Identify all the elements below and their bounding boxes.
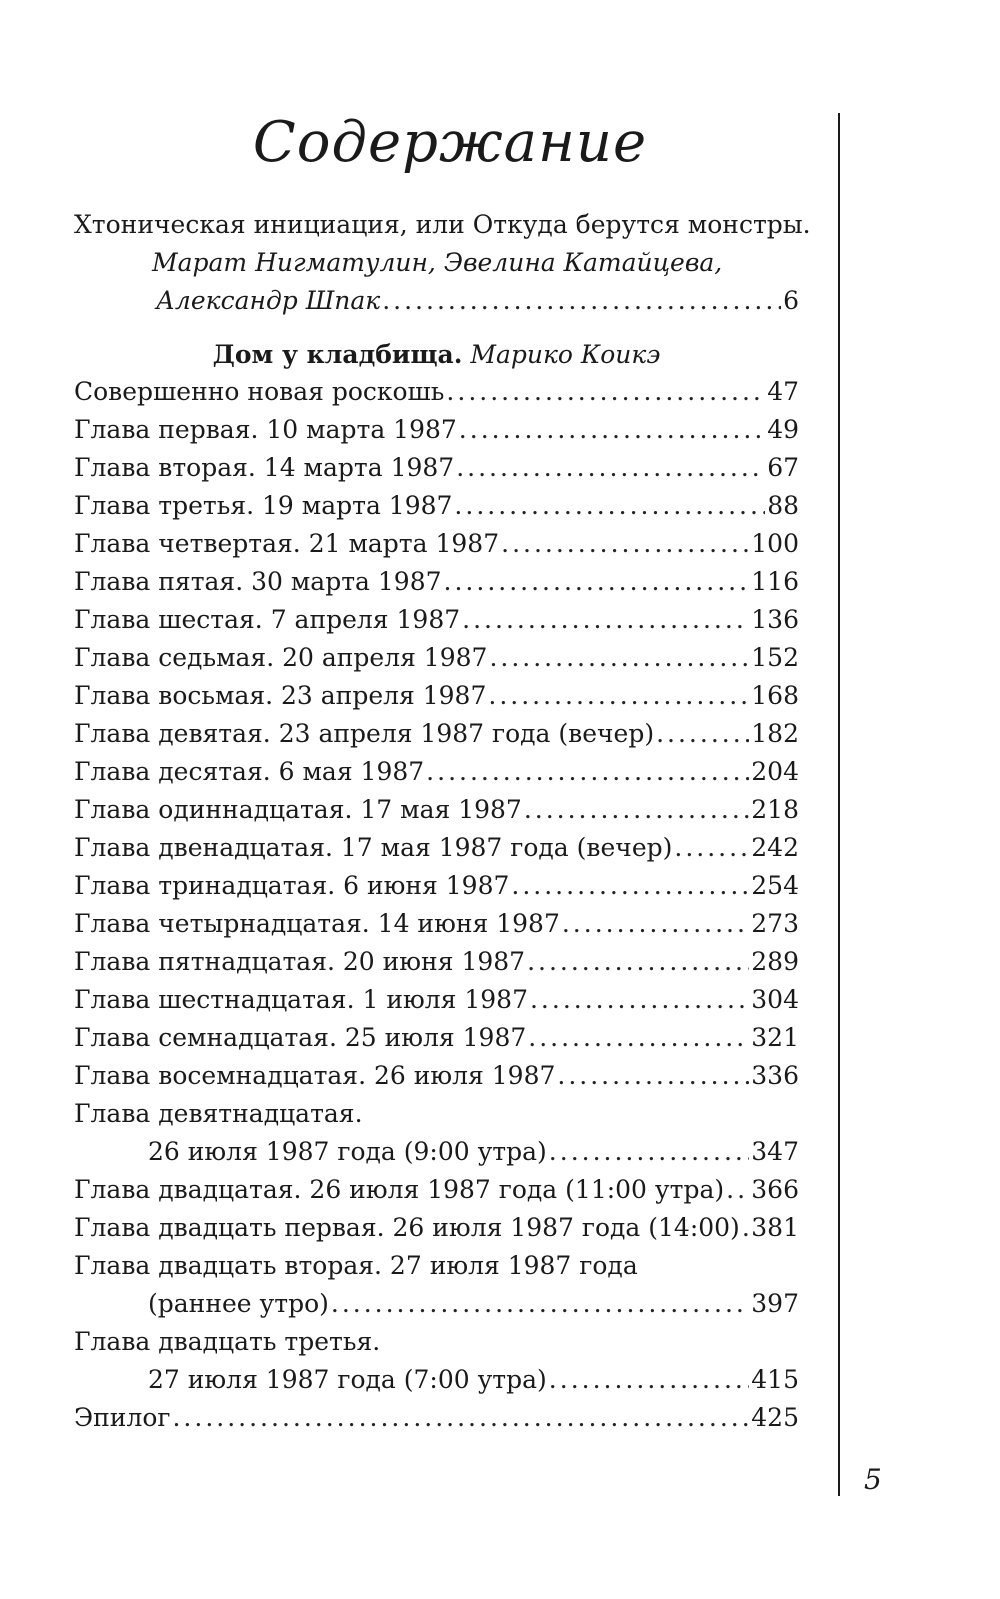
toc-page: 6 xyxy=(783,286,799,315)
leader-dots xyxy=(501,525,749,563)
toc-page: 381 xyxy=(751,1213,799,1242)
leader-dots xyxy=(382,282,781,320)
toc-page: 304 xyxy=(751,985,799,1014)
leader-dots xyxy=(444,563,750,601)
toc-entry-title: Глава четвертая. 21 марта 1987 xyxy=(74,529,500,558)
leader-dots xyxy=(557,1057,749,1095)
toc-entry-title: Глава третья. 19 марта 1987 xyxy=(74,491,453,520)
leader-dots xyxy=(511,867,749,905)
toc-page: 289 xyxy=(751,947,799,976)
section-heading xyxy=(74,336,799,374)
leader-dots xyxy=(562,905,749,943)
toc-entry xyxy=(74,1019,799,1057)
toc-entry-heading: Глава девятнадцатая. xyxy=(74,1099,363,1128)
toc-entry-title: Глава пятая. 30 марта 1987 xyxy=(74,567,442,596)
toc-entry-title: Глава шестнадцатая. 1 июля 1987 xyxy=(74,985,528,1014)
toc-page: 273 xyxy=(751,909,799,938)
leader-dots xyxy=(454,487,765,525)
toc-entry xyxy=(148,1133,799,1171)
toc-page: 67 xyxy=(767,453,799,482)
toc-entry-title: Глава одиннадцатая. 17 мая 1987 xyxy=(74,795,522,824)
toc-entry xyxy=(74,449,799,487)
toc-intro-title: Хтоническая инициация, или Откуда берутся монстры. xyxy=(74,210,811,239)
toc-entry-heading: Глава двадцать третья. xyxy=(74,1327,381,1356)
toc-entry-title: Глава шестая. 7 апреля 1987 xyxy=(74,605,461,634)
leader-dots xyxy=(674,829,749,867)
toc-entry-title: Эпилог xyxy=(74,1403,171,1432)
page-number: 5 xyxy=(864,1463,882,1496)
toc-page: 88 xyxy=(767,491,799,520)
section-author: Марико Коикэ xyxy=(470,340,661,369)
toc-entry xyxy=(74,1057,799,1095)
toc-entry-title: Совершенно новая роскошь xyxy=(74,377,445,406)
toc-entry xyxy=(74,1209,799,1247)
toc-intro-authors-2: Александр Шпак xyxy=(156,286,381,315)
leader-dots xyxy=(527,943,749,981)
toc-page: 100 xyxy=(751,529,799,558)
toc-entry-title: Глава вторая. 14 марта 1987 xyxy=(74,453,455,482)
page-title: Содержание xyxy=(252,110,648,175)
toc-page: 321 xyxy=(751,1023,799,1052)
toc-entry-title: Глава восьмая. 23 апреля 1987 xyxy=(74,681,487,710)
toc-page: 116 xyxy=(751,567,799,596)
toc-entry xyxy=(74,905,799,943)
leader-dots xyxy=(528,1019,749,1057)
leader-dots xyxy=(462,601,749,639)
toc-entry-title: (раннее утро) xyxy=(148,1289,329,1318)
leader-dots xyxy=(726,1171,749,1209)
leader-dots xyxy=(656,715,749,753)
toc-intro-authors: Марат Нигматулин, Эвелина Катайцева, xyxy=(152,248,723,277)
toc-entry xyxy=(74,601,799,639)
toc-entry xyxy=(74,867,799,905)
toc-entry-title: Глава восемнадцатая. 26 июля 1987 xyxy=(74,1061,556,1090)
toc-entry-title: Глава четырнадцатая. 14 июня 1987 xyxy=(74,909,560,938)
toc-entry xyxy=(74,1171,799,1209)
toc-entry xyxy=(74,487,799,525)
leader-dots xyxy=(488,677,749,715)
toc-entry xyxy=(74,411,799,449)
leader-dots xyxy=(549,1133,749,1171)
toc-page: 47 xyxy=(767,377,799,406)
section-title: Дом у кладбища. xyxy=(212,340,463,369)
toc-entry xyxy=(74,791,799,829)
toc-entry xyxy=(74,677,799,715)
toc-intro-entry xyxy=(156,282,799,320)
toc-page: 336 xyxy=(751,1061,799,1090)
leader-dots xyxy=(742,1209,749,1247)
toc-entry-title: Глава семнадцатая. 25 июля 1987 xyxy=(74,1023,527,1052)
toc-page: 152 xyxy=(751,643,799,672)
toc-entry xyxy=(74,829,799,867)
leader-dots xyxy=(530,981,749,1019)
toc-entry xyxy=(74,525,799,563)
toc-entry-title: 26 июля 1987 года (9:00 утра) xyxy=(148,1137,547,1166)
toc-page: 218 xyxy=(751,795,799,824)
toc-entry-title: Глава пятнадцатая. 20 июня 1987 xyxy=(74,947,526,976)
toc-entry xyxy=(74,753,799,791)
toc-page: 397 xyxy=(751,1289,799,1318)
toc-entry xyxy=(74,639,799,677)
toc-page: 254 xyxy=(751,871,799,900)
toc-entry xyxy=(74,563,799,601)
toc-page: 242 xyxy=(751,833,799,862)
toc-entry-title: Глава двадцатая. 26 июля 1987 года (11:00 утра) xyxy=(74,1175,725,1204)
toc-entry-heading: Глава двадцать вторая. 27 июля 1987 года xyxy=(74,1251,638,1280)
toc-page: 182 xyxy=(751,719,799,748)
toc-page: 168 xyxy=(751,681,799,710)
toc-page: 49 xyxy=(767,415,799,444)
toc-entry-title: Глава седьмая. 20 апреля 1987 xyxy=(74,643,488,672)
toc-entry xyxy=(74,373,799,411)
toc-entry-title: Глава первая. 10 марта 1987 xyxy=(74,415,457,444)
leader-dots xyxy=(459,411,765,449)
leader-dots xyxy=(489,639,749,677)
leader-dots xyxy=(331,1285,749,1323)
toc-page: 347 xyxy=(751,1137,799,1166)
leader-dots xyxy=(456,449,765,487)
toc-entry-title: Глава десятая. 6 мая 1987 xyxy=(74,757,425,786)
toc-page: 425 xyxy=(751,1403,799,1432)
toc-entry-title: Глава двенадцатая. 17 мая 1987 года (вечер) xyxy=(74,833,673,862)
toc-entry-title: Глава девятая. 23 апреля 1987 года (вечер) xyxy=(74,719,655,748)
toc-entry xyxy=(148,1285,799,1323)
toc-entry xyxy=(74,1399,799,1437)
toc-entry-title: Глава двадцать первая. 26 июля 1987 года (14:00) xyxy=(74,1213,740,1242)
toc-entry-title: 27 июля 1987 года (7:00 утра) xyxy=(148,1365,547,1394)
leader-dots xyxy=(524,791,749,829)
toc-entry xyxy=(74,715,799,753)
toc-page: 366 xyxy=(751,1175,799,1204)
toc-entry xyxy=(148,1361,799,1399)
toc-entry xyxy=(74,943,799,981)
toc-page: 415 xyxy=(751,1365,799,1394)
leader-dots xyxy=(446,373,765,411)
margin-rule xyxy=(838,113,840,1496)
leader-dots xyxy=(549,1361,749,1399)
toc-page: 136 xyxy=(751,605,799,634)
toc-entry-title: Глава тринадцатая. 6 июня 1987 xyxy=(74,871,510,900)
toc-entry xyxy=(74,981,799,1019)
leader-dots xyxy=(172,1399,749,1437)
leader-dots xyxy=(426,753,749,791)
toc-page: 204 xyxy=(751,757,799,786)
